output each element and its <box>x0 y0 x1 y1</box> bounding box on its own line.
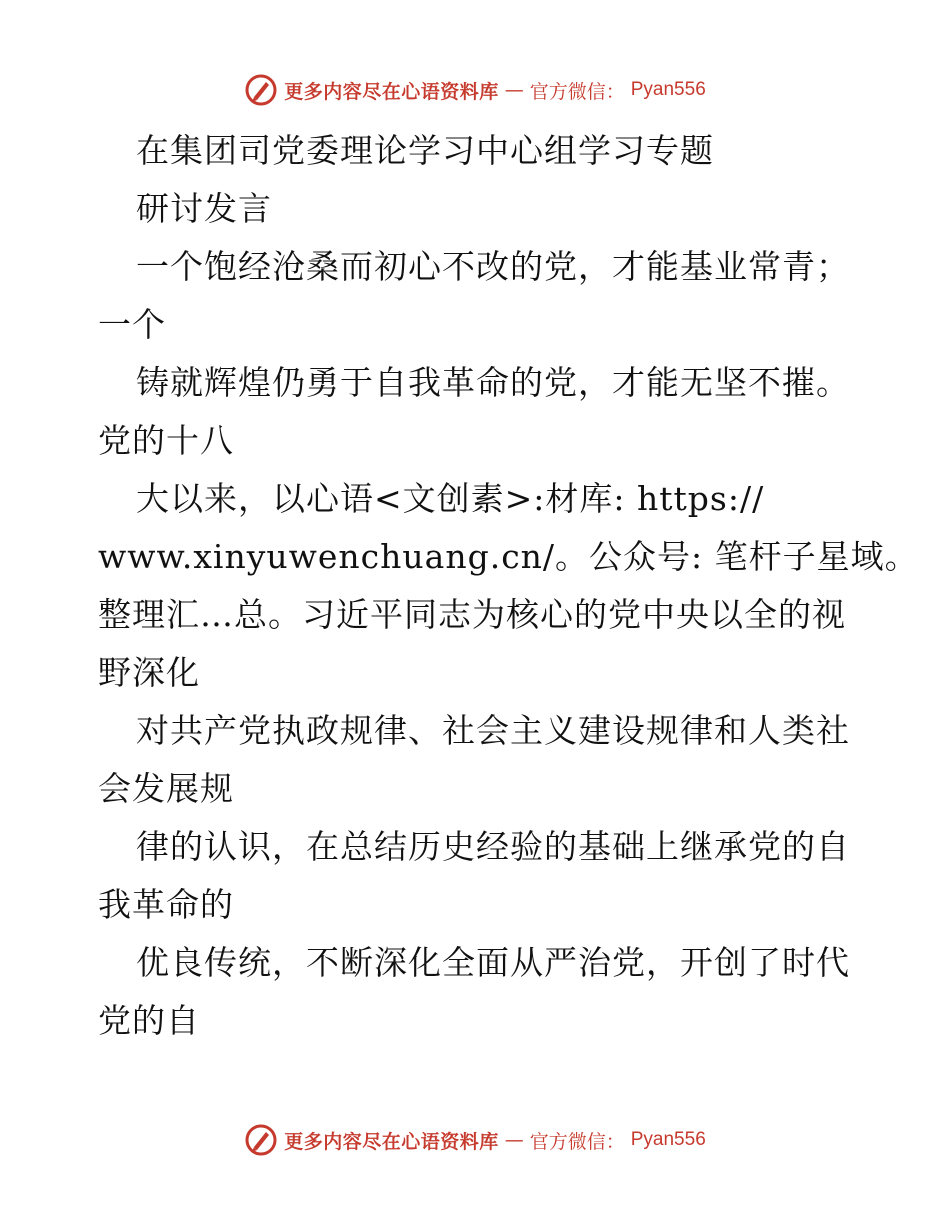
brand-logo-icon <box>244 1123 278 1157</box>
document-title-line-2: 研讨发言 <box>136 189 272 228</box>
watermark-text: 更多内容尽在心语资料库 <box>284 80 499 103</box>
document-body <box>98 122 919 1050</box>
watermark-dash: — <box>504 1129 524 1151</box>
body-line: www.xinyuwenchuang.cn/。公众号: 笔杆子星域。 <box>98 537 919 576</box>
document-title-line-1: 在集团司党委理论学习中心组学习专题 <box>136 131 714 170</box>
body-line: 野深化 <box>98 653 200 692</box>
body-line: 我革命的 <box>98 885 234 924</box>
body-line: 党的十八 <box>98 421 234 460</box>
body-line: 对共产党执政规律、社会主义建设规律和人类社 <box>136 711 850 750</box>
body-line: 党的自 <box>98 1001 200 1040</box>
watermark-wechat-id: Pyan556 <box>630 1129 706 1150</box>
footer-watermark <box>0 1120 950 1160</box>
body-line: 整理汇…总。习近平同志为核心的党中央以全的视 <box>98 595 846 634</box>
header-watermark <box>0 70 950 110</box>
body-line: 一个 <box>98 305 166 344</box>
body-line: 优良传统，不断深化全面从严治党，开创了时代 <box>136 943 850 982</box>
body-line: 铸就辉煌仍勇于自我革命的党，才能无坚不摧。 <box>136 363 850 402</box>
watermark-wechat-label: 官方微信： <box>529 80 625 103</box>
brand-logo-icon <box>244 73 278 107</box>
body-line: 大以来，以心语<文创素>:材库: https:// <box>136 479 765 518</box>
watermark-dash: — <box>504 79 524 101</box>
watermark-wechat-id: Pyan556 <box>630 79 706 100</box>
watermark-wechat-label: 官方微信： <box>529 1130 625 1153</box>
body-line: 会发展规 <box>98 769 234 808</box>
watermark-text: 更多内容尽在心语资料库 <box>284 1130 499 1153</box>
body-line: 一个饱经沧桑而初心不改的党，才能基业常青； <box>136 247 850 286</box>
body-line: 律的认识，在总结历史经验的基础上继承党的自 <box>136 827 850 866</box>
